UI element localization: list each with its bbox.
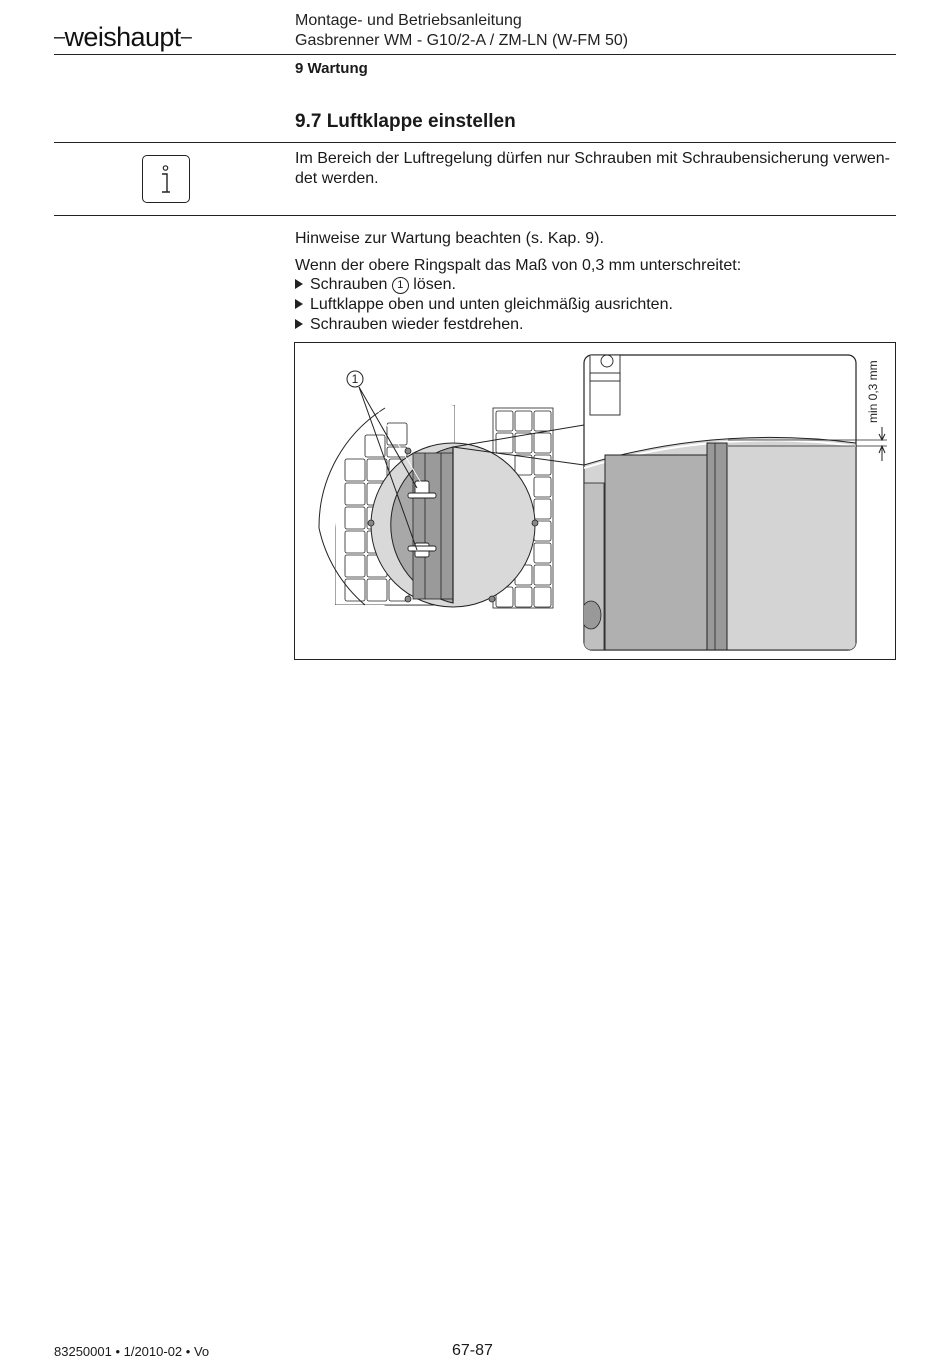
step-2 <box>295 295 673 315</box>
doc-title-line2: Gasbrenner WM - G10/2-A / ZM-LN (W-FM 50) <box>295 32 629 49</box>
callout-1-number: 1 <box>351 372 359 386</box>
chapter-label: 9 Wartung <box>295 60 368 77</box>
maintenance-hint: Hinweise zur Wartung beachten (s. Kap. 9). <box>295 230 604 247</box>
logo-dash-right: – <box>180 26 192 48</box>
air-damper-illustration <box>295 343 895 659</box>
dimension-label: min 0,3 mm <box>866 360 880 423</box>
condition-text: Wenn der obere Ringspalt das Maß von 0,3 mm unterschreitet: <box>295 257 742 274</box>
step-1-prefix: Schrauben <box>310 276 388 293</box>
bullet-arrow-icon <box>295 319 303 329</box>
callout-ref-circle: 1 <box>392 277 409 294</box>
step-3-text: Schrauben wieder festdrehen. <box>310 316 524 333</box>
info-note-text: Im Bereich der Luftregelung dürfen nur Schrauben mit Schraubensicherung verwen-det werden. <box>295 150 890 187</box>
step-2-text: Luftklappe oben und unten gleichmäßig ausrichten. <box>310 296 673 313</box>
doc-title-line1: Montage- und Betriebsanleitung <box>295 12 522 29</box>
step-1 <box>295 275 456 295</box>
section-heading: 9.7 Luftklappe einstellen <box>295 111 516 132</box>
step-1-suffix: lösen. <box>413 276 456 293</box>
note-bottom-rule <box>54 215 896 216</box>
zoom-detail <box>581 355 887 650</box>
footer-doc-number: 83250001 • 1/2010-02 • Vo <box>54 1344 210 1359</box>
step-3 <box>295 315 523 335</box>
bullet-arrow-icon <box>295 279 303 289</box>
bullet-arrow-icon <box>295 299 303 309</box>
info-icon <box>142 155 190 203</box>
air-damper-figure <box>294 342 896 660</box>
note-top-rule <box>54 142 896 143</box>
header-rule <box>54 54 896 55</box>
page-number: 67-87 <box>452 1342 493 1359</box>
logo-dash-left: – <box>54 26 65 48</box>
logo-text: weishaupt <box>64 22 181 52</box>
weishaupt-logo <box>54 22 191 53</box>
